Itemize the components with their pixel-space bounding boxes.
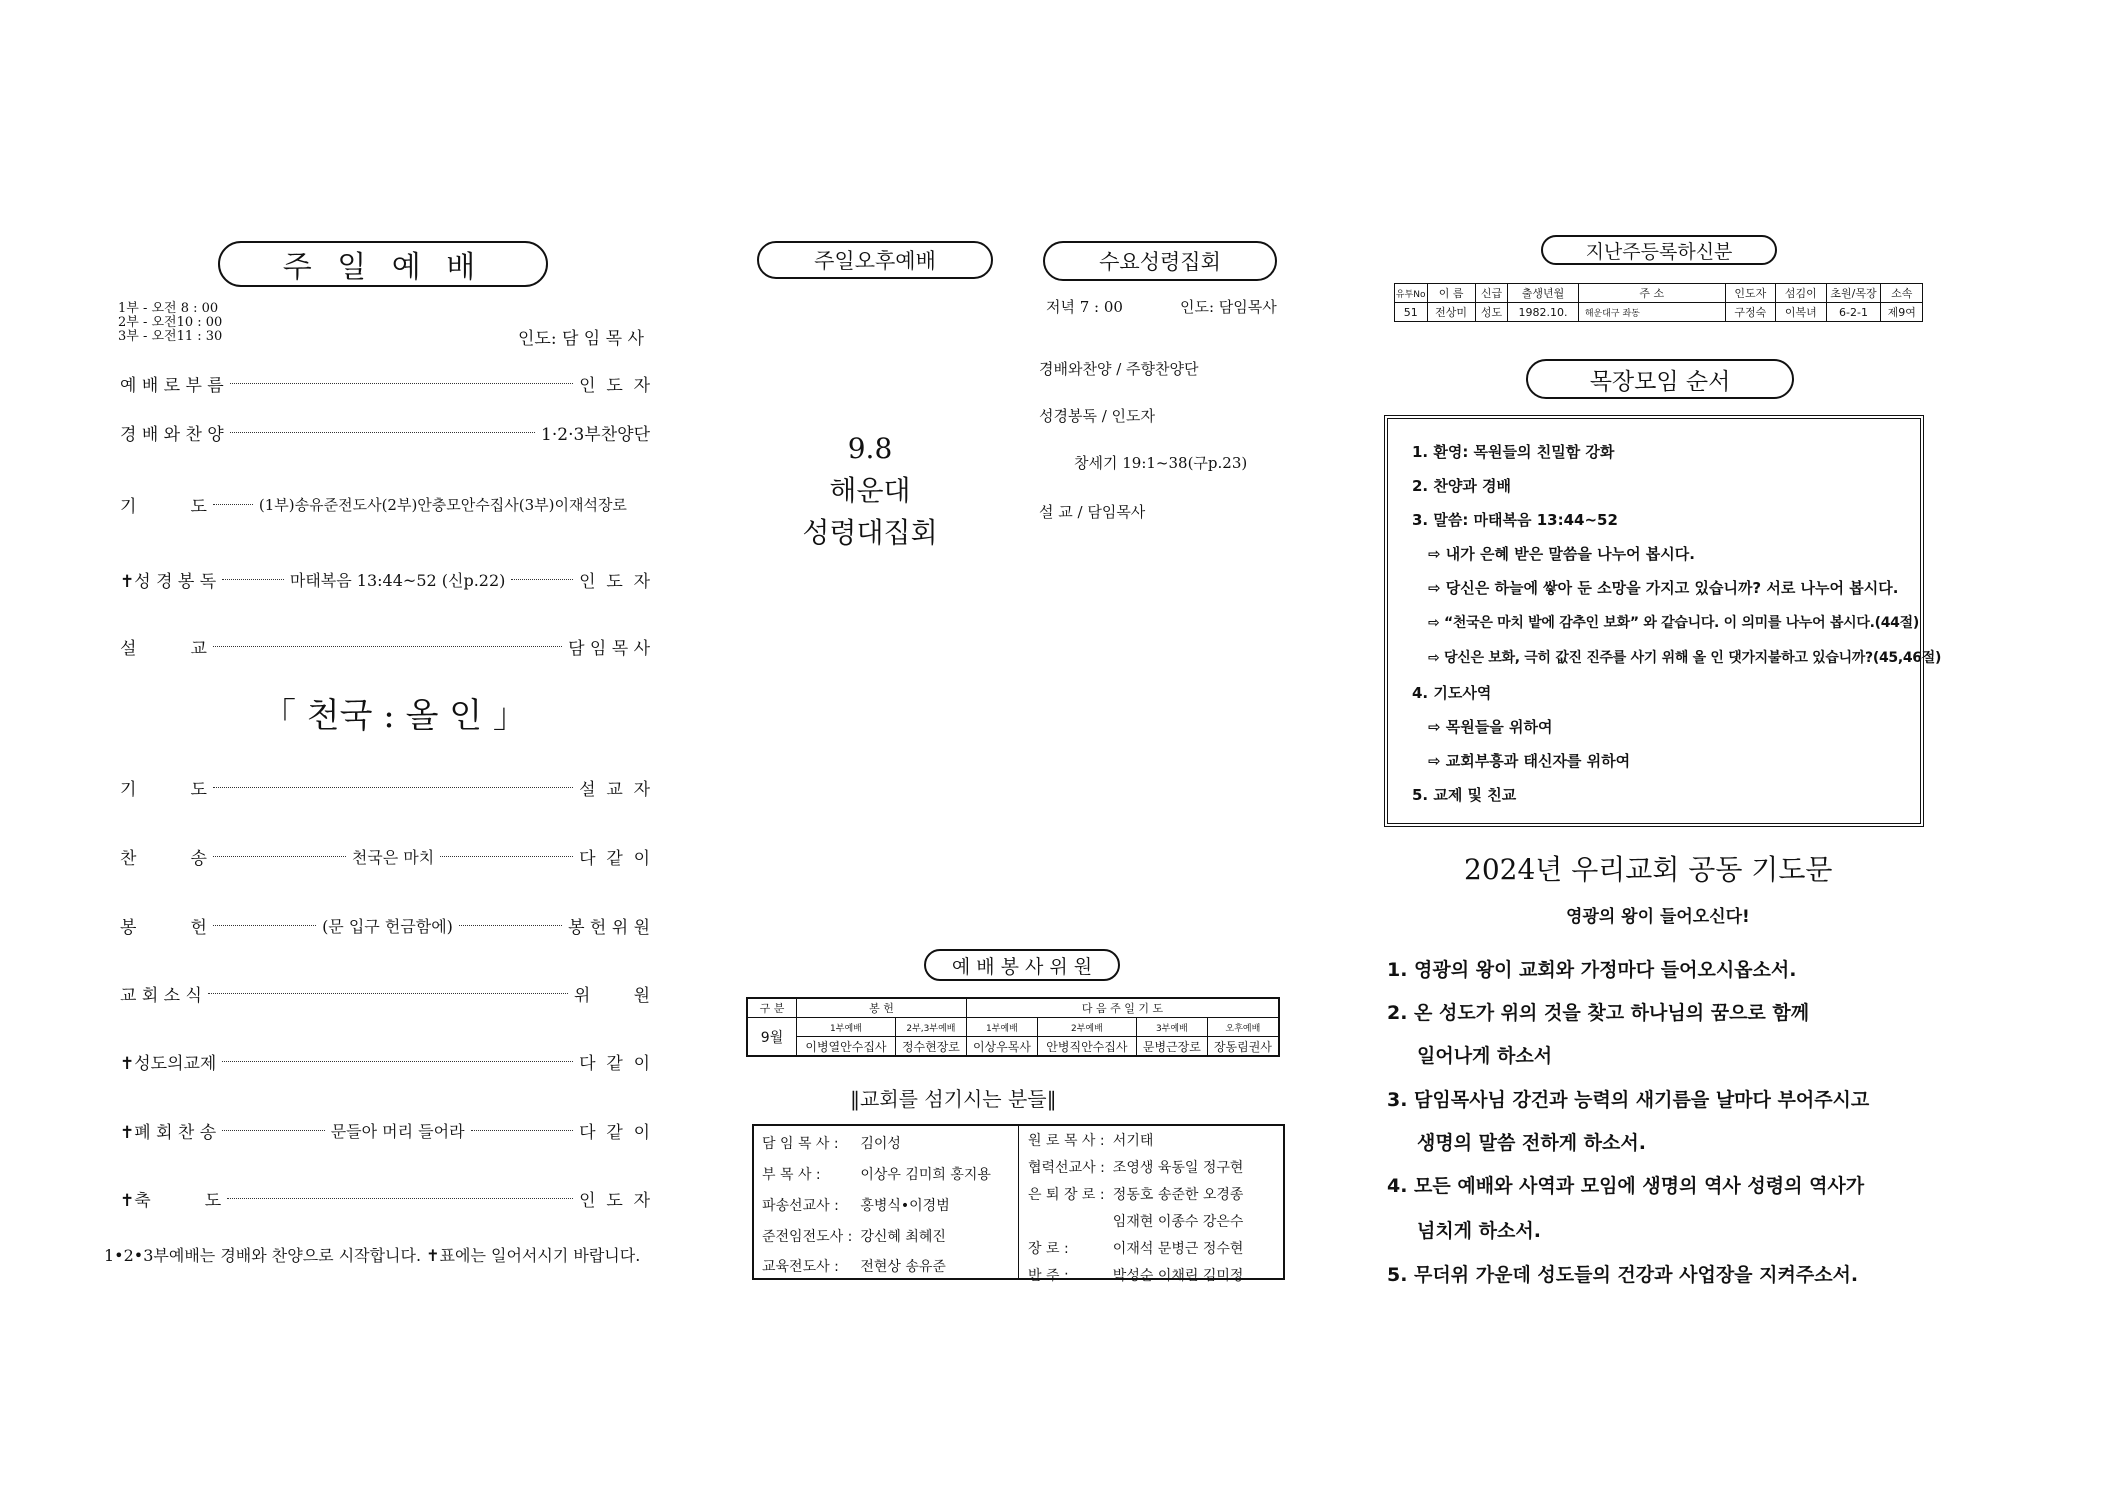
service-staff-table [746,997,1280,1057]
order-row [120,1047,650,1075]
order-who: 다 같 이 [579,1122,650,1143]
staff-names: 이상우 김미희 홍지용 [860,1166,991,1183]
staff-names: 정동호 송준한 오경종 [1112,1186,1244,1203]
staff-role: 파송선교사 : [762,1198,839,1214]
order-label: 교 회 소 식 [120,985,202,1006]
header-cell: 소속 [1881,284,1923,303]
order-label: ✝축 도 [120,1190,222,1211]
wednesday-time: 저녁 7 : 00 [1046,298,1123,316]
dot-leader [222,579,284,580]
prayer-line: 일어나게 하소서 [1417,1045,1553,1067]
staff-role: 부 목 사 : [762,1166,821,1183]
subheader-cell: 오후예배 [1207,1018,1279,1037]
staff-role: 은 퇴 장 로 : [1028,1186,1105,1203]
staff-role: 교육전도사 : [762,1258,839,1275]
order-row [120,632,650,660]
order-mid: 마태복음 13:44~52 (신p.22) [289,570,506,590]
wednesday-leader: 인도: 담임목사 [1180,298,1277,316]
event-box [770,428,970,554]
subheader-cell: 2부,3부예배 [895,1018,966,1037]
staff-divider [1018,1126,1019,1278]
order-label: 설 교 [120,638,207,659]
order-label: 찬 송 [120,848,207,869]
header-cell: 이 름 [1427,284,1475,303]
staff-names: 이재석 문병근 정수현 [1112,1240,1244,1257]
dot-leader [222,1061,573,1062]
newcomer-cell: 51 [1395,303,1428,322]
afternoon-title: 주일오후예배 [814,249,936,273]
time-2: 2부 - 오전10 : 00 [118,315,223,330]
mokjang-box [1384,415,1942,827]
church-staff-box [752,1124,1285,1284]
dot-leader [213,504,253,505]
dot-leader [227,1198,573,1199]
mokjang-item: 4. 기도사역 [1412,684,1492,702]
mokjang-item: 3. 말씀: 마태복음 13:44~52 [1412,511,1618,529]
sunday-title-pill [218,241,548,287]
time-3: 3부 - 오전11 : 30 [118,329,223,344]
sunday-note: 1•2•3부예배는 경배와 찬양으로 시작합니다. ✝표에는 일어서시기 바랍니다. [104,1246,641,1265]
value-cell: 이병열안수집사 [797,1037,896,1057]
value-cell: 장동림권사 [1207,1037,1279,1057]
prayer-title: 2024년 우리교회 공동 기도문 [1464,853,1833,886]
staff-role: 장 로 : [1028,1240,1069,1257]
event-line1: 해운대 [829,474,911,507]
dot-leader [230,383,573,384]
prayer-line: 생명의 말씀 전하게 하소서. [1417,1132,1646,1154]
time-1: 1부 - 오전 8 : 00 [118,301,219,316]
staff-names: 강신혜 최혜진 [860,1228,946,1245]
newcomer-cell: 6-2-1 [1826,303,1881,322]
order-row [120,418,650,446]
header-cell: 구 분 [747,998,797,1018]
header-cell: 초원/목장 [1826,284,1881,303]
value-cell: 이상우목사 [966,1037,1037,1057]
header-cell: 출생년월 [1508,284,1579,303]
dot-leader [213,925,316,926]
order-label: 경 배 와 찬 양 [120,424,224,445]
header-cell: 인도자 [1725,284,1775,303]
staff-role: 협력선교사 : [1028,1159,1105,1176]
dot-leader [471,1130,574,1131]
value-cell: 안병직안수집사 [1037,1037,1136,1057]
staff-names: 조영생 육동일 정구현 [1112,1159,1244,1176]
newcomer-cell: 성도 [1475,303,1508,322]
newcomer-cell: 전상미 [1427,303,1475,322]
mokjang-item: ⇨ 당신은 하늘에 쌓아 둔 소망을 가지고 있습니까? 서로 나누어 봅시다. [1428,579,1899,597]
mokjang-item: 1. 환영: 목원들의 친밀함 강화 [1412,443,1615,461]
order-who: 인 도 자 [579,1190,650,1211]
mokjang-item: 5. 교제 및 친교 [1412,786,1517,804]
church-staff-title: ‖교회를 섬기시는 분들‖ [850,1087,1057,1111]
order-row [120,1116,650,1144]
newcomer-cell: 해운대구 좌동 [1578,303,1725,322]
afternoon-title-pill [757,241,993,279]
dot-leader [222,1130,325,1131]
order-who: 1·2·3부찬양단 [541,424,650,445]
wednesday-item: 설 교 / 담임목사 [1039,503,1146,521]
staff-role: 담 임 목 사 : [762,1135,839,1152]
newcomers-title: 지난주등록하신분 [1585,240,1733,263]
newcomers-title-pill [1541,235,1777,265]
order-row [120,369,650,397]
order-label: ✝폐 회 찬 송 [120,1122,217,1143]
prayer-subtitle: 영광의 왕이 들어오신다! [1566,907,1750,927]
order-mid: 천국은 마치 [351,847,435,867]
order-row [120,1184,650,1212]
staff-names: 김이성 [860,1135,901,1152]
subheader-cell: 1부예배 [797,1018,896,1037]
mokjang-item: ⇨ 교회부흥과 태신자를 위하여 [1428,752,1631,770]
subheader-cell: 1부예배 [966,1018,1037,1037]
order-who: 설 교 자 [579,779,650,800]
staff-role [1024,1207,1109,1234]
order-label: ✝성 경 봉 독 [120,571,217,592]
sermon-title: 「 천국 : 올 인 」 [262,696,527,736]
order-who: 담 임 목 사 [568,638,650,659]
header-cell: 섬김이 [1776,284,1826,303]
prayer-line: 5. 무더위 가운데 성도들의 건강과 사업장을 지켜주소서. [1387,1264,1859,1286]
wednesday-title-pill [1043,241,1277,281]
order-label: 기 도 [120,779,207,800]
wednesday-title: 수요성령집회 [1099,250,1221,274]
order-row [120,911,650,939]
prayer-line: 1. 영광의 왕이 교회와 가정마다 들어오시옵소서. [1387,959,1797,981]
order-label: 예 배 로 부 름 [120,375,224,396]
order-who: 위 원 [573,985,650,1006]
staff-right [1024,1126,1247,1288]
staff-role: 원 로 목 사 : [1028,1132,1105,1149]
order-who: 인 도 자 [579,571,651,592]
header-cell: 봉 헌 [797,998,967,1018]
wednesday-item: 창세기 19:1~38(구p.23) [1074,454,1248,472]
dot-leader [213,787,573,788]
newcomer-cell: 이복녀 [1776,303,1826,322]
dot-leader [511,579,573,580]
header-cell: 주 소 [1578,284,1725,303]
mokjang-item: ⇨ 내가 은혜 받은 말씀을 나누어 봅시다. [1428,545,1695,563]
mokjang-title-pill [1526,359,1794,399]
order-row [120,979,650,1007]
prayer-line: 2. 온 성도가 위의 것을 찾고 하나님의 꿈으로 함께 [1387,1002,1810,1024]
newcomer-cell: 구정숙 [1725,303,1775,322]
order-who: 인 도 자 [579,375,650,396]
header-cell: 다 음 주 일 기 도 [966,998,1279,1018]
dot-leader [440,856,573,857]
order-row [120,773,650,801]
staff-names: 임재현 이종수 강은수 [1112,1213,1244,1230]
dot-leader [208,993,568,994]
order-row [120,842,650,870]
sunday-times [118,302,222,344]
mokjang-item: ⇨ 당신은 보화, 극히 값진 진주를 사기 위해 올 인 댓가지불하고 있습니까?(45,46절) [1428,650,1942,666]
event-date: 9.8 [847,432,893,465]
dot-leader [459,925,562,926]
event-line2: 성령대집회 [802,516,938,549]
mokjang-item: 2. 찬양과 경배 [1412,477,1512,495]
staff-names: 전현상 송유준 [860,1258,946,1275]
order-label: ✝성도의교제 [120,1053,217,1074]
prayer-line: 4. 모든 예배와 사역과 모임에 생명의 역사 성령의 역사가 [1387,1175,1865,1197]
staff-role: 반 주 : [1028,1267,1069,1284]
order-mid: (문 입구 헌금함에) [322,916,453,936]
order-row [120,490,650,518]
wednesday-item: 성경봉독 / 인도자 [1039,407,1156,425]
order-who: 봉 헌 위 원 [568,917,650,938]
order-row [120,565,650,593]
newcomer-cell: 제9여 [1881,303,1923,322]
mokjang-item: ⇨ 목원들을 위하여 [1428,718,1553,736]
header-cell: 신급 [1475,284,1508,303]
dot-leader [213,646,562,647]
staff-names: 서기태 [1112,1132,1154,1149]
header-cell: 유투No [1395,284,1428,303]
wednesday-item: 경배와찬양 / 주향찬양단 [1039,360,1199,378]
month-cell: 9월 [747,1018,797,1057]
staff-left [758,1128,995,1280]
newcomers-table [1394,283,1923,322]
prayer-line: 넘치게 하소서. [1417,1220,1541,1242]
mokjang-item: ⇨ “천국은 마치 밭에 감추인 보화” 와 같습니다. 이 의미를 나누어 봅시다.(44절) [1428,615,1919,631]
subheader-cell: 2부예배 [1037,1018,1136,1037]
order-who: 다 같 이 [579,848,650,869]
prayer-line: 3. 담임목사님 강건과 능력의 새기름을 날마다 부어주시고 [1387,1089,1870,1111]
order-label: 기 도 [120,496,207,517]
mokjang-title: 목장모임 순서 [1589,368,1731,395]
order-who: 다 같 이 [579,1053,650,1074]
dot-leader [230,432,535,433]
sunday-leader: 인도: 담 임 목 사 [518,329,644,349]
order-label: 봉 헌 [120,917,207,938]
staff-names: 홍병식•이경범 [860,1198,950,1214]
order-mid: (1부)송유준전도사(2부)안충모안수집사(3부)이재석장로 [258,495,627,514]
staff-names: 박성순 이채린 김미정 [1112,1267,1244,1284]
service-staff-title-pill [924,949,1120,981]
staff-role: 준전임전도사 : [762,1228,853,1245]
newcomer-cell: 1982.10. [1508,303,1579,322]
subheader-cell: 3부예배 [1136,1018,1207,1037]
dot-leader [213,856,346,857]
sunday-title: 주 일 예 배 [282,250,484,285]
value-cell: 정수현장로 [895,1037,966,1057]
order-mid: 문들아 머리 들어라 [330,1121,465,1141]
service-staff-title: 예 배 봉 사 위 원 [951,955,1093,978]
value-cell: 문병근장로 [1136,1037,1207,1057]
